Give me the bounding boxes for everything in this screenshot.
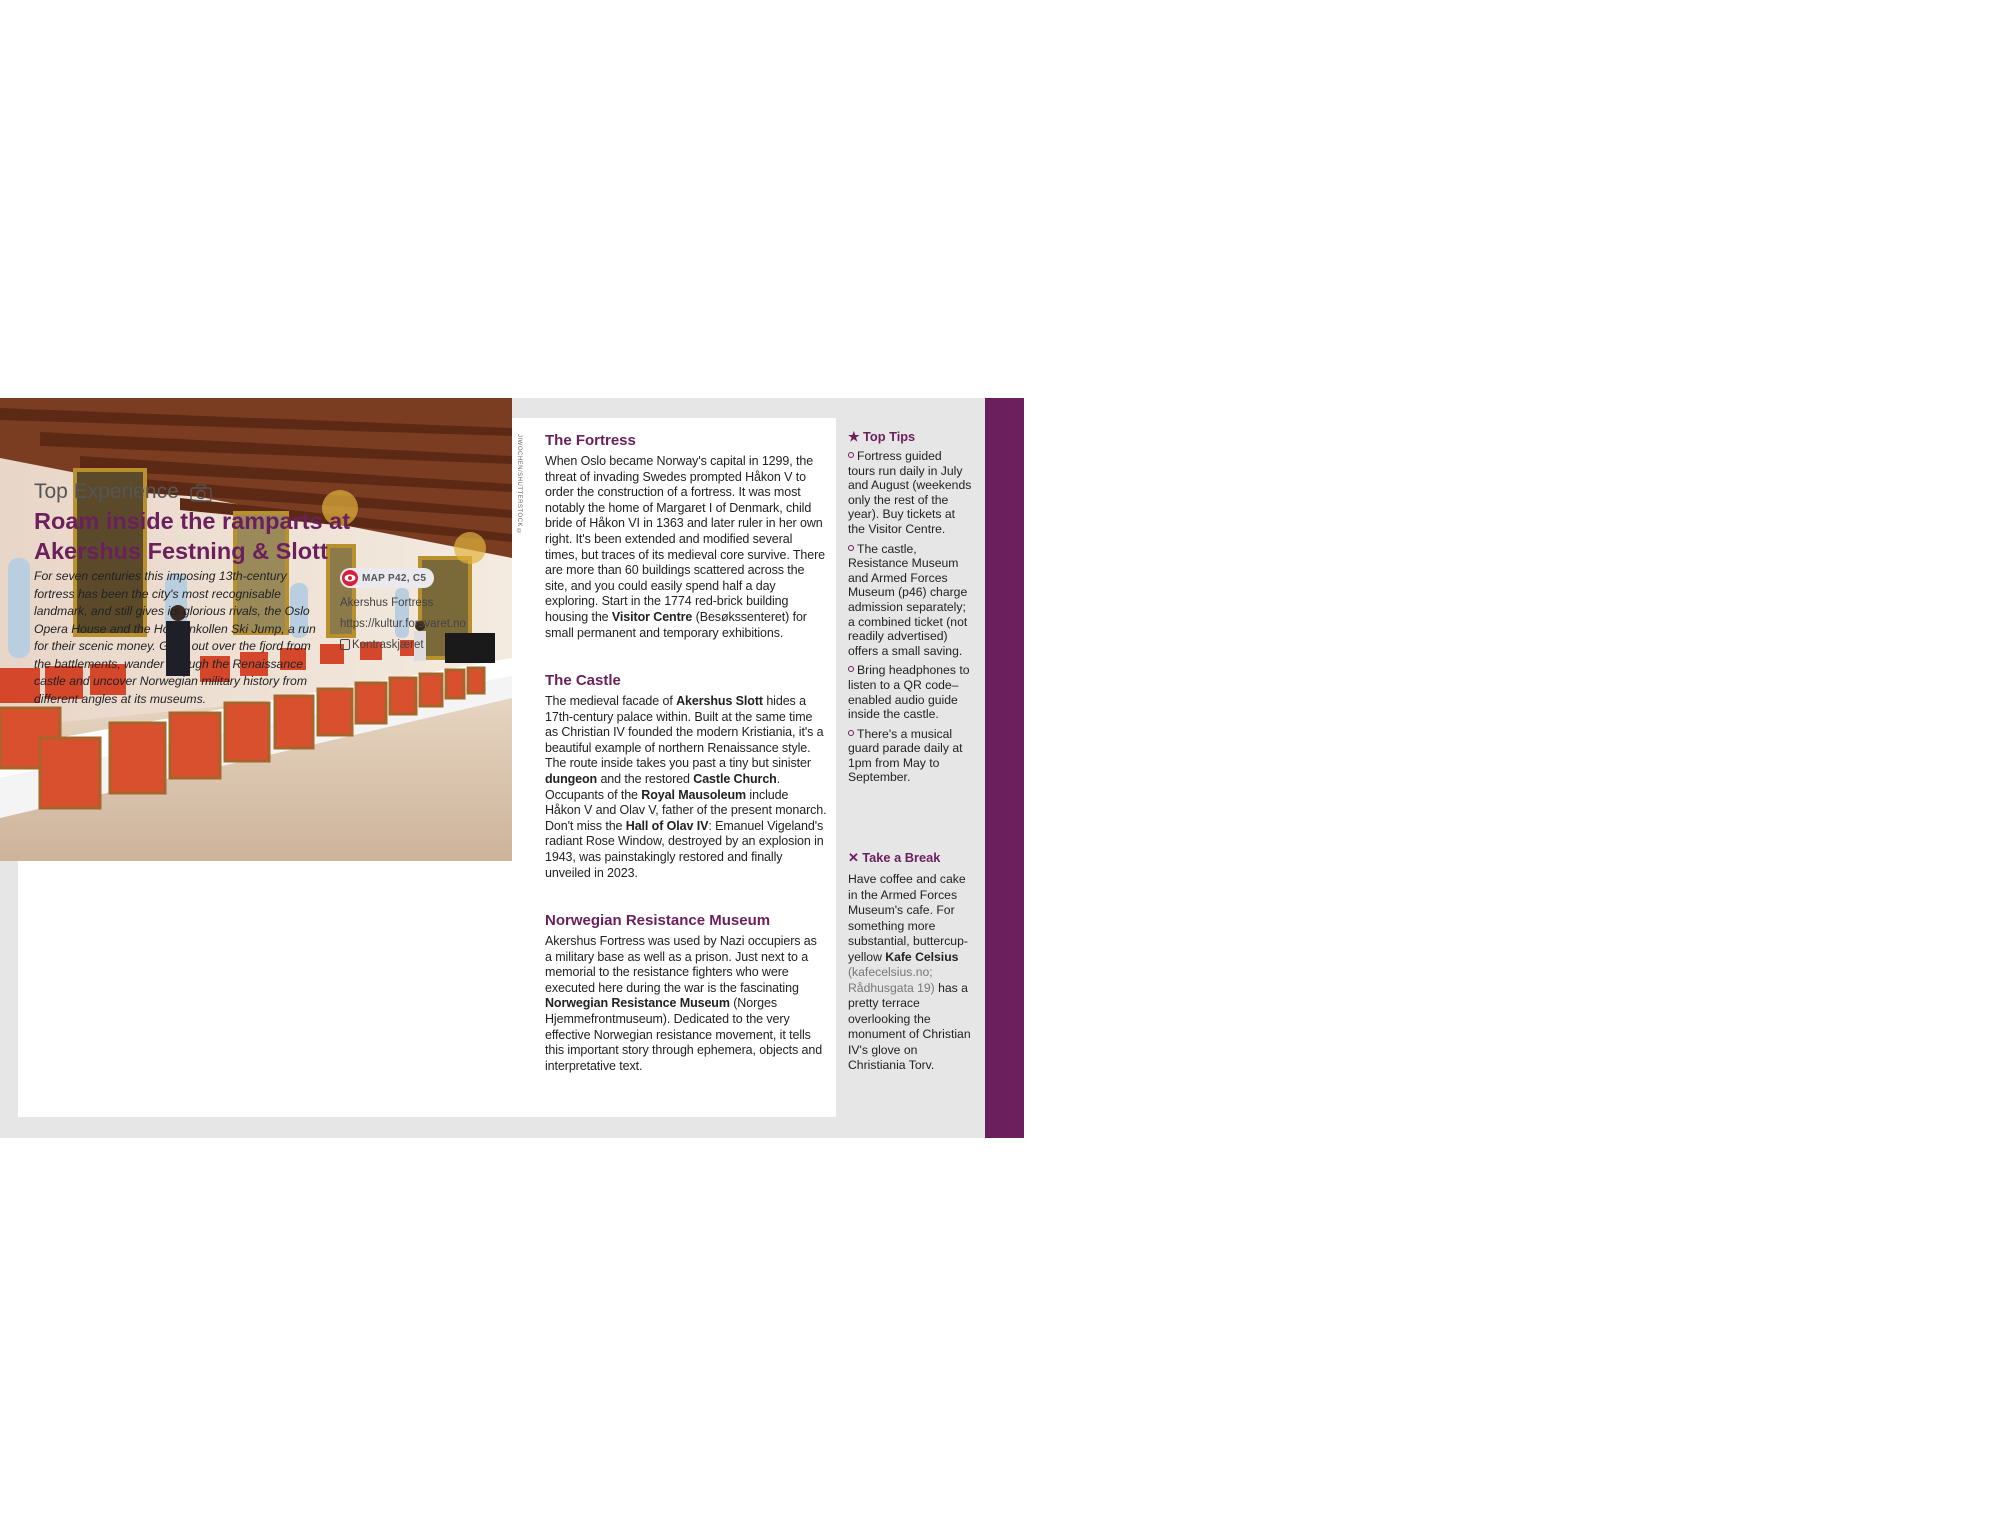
- venue-url[interactable]: https://kultur.forsvaret.no: [340, 618, 466, 630]
- fortress-text: When Oslo became Norway's capital in 1299, the threat of invading Swedes prompted Håkon V to order the construction of a fortress. It was most notably the home of Margaret I of Denmark, child bride of Håkon VI in 1363 and later ruler in her own right. It's been extended and modified several times, but traces of its medieval core survive. There are more than 60 buildings scattered across the site, and you could easily spend half a day exploring. Start in the 1774 red-brick building housing the Visitor Centre (Besøkssenteret) for small permanent and temporary exhibitions.: [545, 454, 825, 640]
- map-reference-badge[interactable]: [340, 568, 434, 588]
- tip-item: The castle, Resistance Museum and Armed Forces Museum (p46) charge admission separately; a combined ticket (not readily advertised) offers a small saving.: [848, 541, 968, 658]
- top-experience-kicker: Top Experience: [34, 480, 179, 503]
- resistance-text: Akershus Fortress was used by Nazi occupiers as a military base as well as a prison. Just next to a memorial to the resistance fighters who were executed here during the war is the fascinating Norwegian Resistance Museum (Norges Hjemmefrontmuseum). Dedicated to the very effective Norwegian resistance movement, it tells this important story through ephemera, objects and interpretative text.: [545, 934, 823, 1073]
- tram-icon: [340, 639, 350, 650]
- map-reference: MAP P42, C5: [362, 572, 427, 584]
- photo-credit: JIWOCHEN/SHUTTERSTOCK ©: [516, 434, 522, 536]
- page-title: [34, 506, 394, 566]
- transit-stop-label: Kontraskjæret: [352, 639, 424, 651]
- bullet-icon: [848, 666, 854, 672]
- camera-icon: [190, 484, 212, 502]
- intro-paragraph: For seven centuries this imposing 13th-century fortress has been the city's most recognisable landmark, and still gives its glorious rivals, the Oslo Opera House and the Holmenkollen Ski Jump, a run for their scenic money. Gaze out over the fjord from the battlements, wander through the Renaissance castle and uncover Norwegian military history from different angles at its museums.: [34, 569, 316, 706]
- practical-info: [340, 568, 500, 651]
- take-a-break-text: Have coffee and cake in the Armed Forces Museum's cafe. For something more substantial, buttercup-yellow Kafe Celsius (kafecelsius.no; Rådhusgata 19) has a pretty terrace overlooking the monument of Christian IV's glove on Christiania Torv.: [848, 872, 971, 1072]
- running-title: Roam inside the ramparts at Akershus Festning & Slott: [1979, 744, 1993, 1049]
- eye-icon: [342, 570, 358, 586]
- title-line-2: Akershus Festning & Slott: [34, 538, 328, 564]
- page-number: 37: [1990, 416, 2005, 431]
- title-line-1: Roam inside the ramparts at: [34, 508, 351, 534]
- castle-text: The medieval facade of Akershus Slott hides a 17th-century palace within. Built at the same time as Christian IV founded the modern Kristiania, it's a beautiful example of northern Renaissance style. The route inside takes you past a tiny but sinister dungeon and the restored Castle Church. Occupants of the Royal Mausoleum include Håkon V and Olav V, father of the present monarch. Don't miss the Hall of Olav IV: Emanuel Vigeland's radiant Rose Window, destroyed by an explosion in 1943, was painstakingly restored and finally unveiled in 2023.: [545, 694, 827, 880]
- bullet-icon: [848, 545, 854, 551]
- transit-stop: [340, 639, 500, 651]
- tip-item: Fortress guided tours run daily in July and August (weekends only the rest of the year). Buy tickets at the Visitor Centre.: [848, 449, 972, 536]
- chapter-tab: [985, 398, 2005, 1138]
- intro-card: [18, 861, 512, 1117]
- tip-item: There's a musical guard parade daily at 1pm from May to September.: [848, 726, 963, 785]
- venue-name: Akershus Fortress: [340, 597, 434, 609]
- running-section: Oslo Sentrum: [1979, 656, 1993, 738]
- cutlery-icon: ✕: [848, 850, 859, 865]
- running-head: [1979, 656, 1993, 1049]
- section-resistance-museum: [545, 912, 827, 1074]
- fortress-heading: The Fortress: [545, 432, 636, 449]
- star-icon: ★: [848, 429, 860, 444]
- resistance-heading: Norwegian Resistance Museum: [545, 912, 771, 929]
- top-tips-list: [848, 449, 972, 790]
- bullet-icon: [848, 452, 854, 458]
- bullet-icon: [848, 730, 854, 736]
- top-tips-heading: ★ Top Tips: [848, 429, 916, 444]
- section-castle: [545, 672, 827, 881]
- take-a-break-heading: ✕ Take a Break: [848, 850, 941, 865]
- tip-item: Bring headphones to listen to a QR code–enabled audio guide inside the castle.: [848, 663, 970, 722]
- castle-heading: The Castle: [545, 672, 621, 689]
- section-fortress: [545, 432, 827, 641]
